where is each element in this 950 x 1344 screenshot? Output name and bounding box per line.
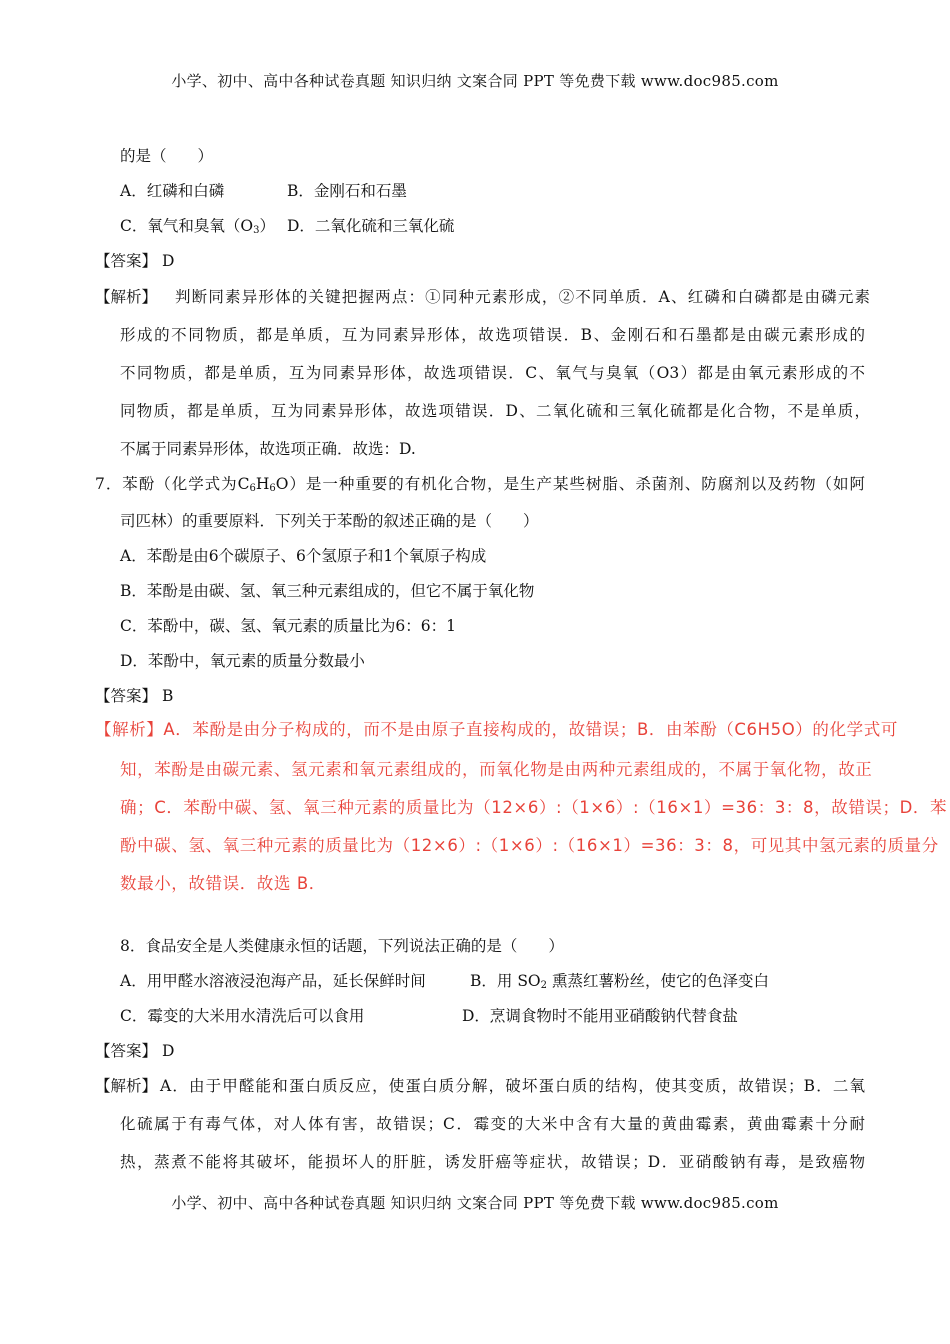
q7-stem-line2: 司匹林）的重要原料．下列关于苯酚的叙述正确的是（ ） bbox=[120, 512, 539, 530]
q8-option-d: D．烹调食物时不能用亚硝酸钠代替食盐 bbox=[462, 1007, 738, 1025]
q7-subscript: 6 bbox=[249, 483, 256, 494]
q7-analysis-line: 知，苯酚是由碳元素、氢元素和氧元素组成的，而氧化物是由两种元素组成的，不属于氧化物，故正 bbox=[120, 760, 873, 779]
q7-option-b: B．苯酚是由碳、氢、氧三种元素组成的，但它不属于氧化物 bbox=[120, 582, 535, 600]
q7-analysis-line: 酚中碳、氢、氧三种元素的质量比为（12×6）:（1×6）:（16×1）=36：3：8，可见其中氢元素的质量分 bbox=[120, 836, 939, 855]
q7-subscript: 6 bbox=[269, 483, 276, 494]
q7-analysis-line: 【解析】A．苯酚是由分子构成的，而不是由原子直接构成的，故错误；B．由苯酚（C6H5O）的化学式可 bbox=[95, 720, 898, 739]
q6-analysis-line: 不同物质，都是单质，互为同素异形体，故选项错误．C、氧气与臭氧（O3）都是由氧元素形成的不 bbox=[120, 364, 865, 382]
q7-answer bbox=[95, 686, 173, 706]
q6-option-d: D．二氧化硫和三氧化硫 bbox=[287, 217, 455, 235]
q8-stem: 8．食品安全是人类健康永恒的话题，下列说法正确的是（ ） bbox=[120, 937, 564, 955]
q7-option-d: D．苯酚中，氧元素的质量分数最小 bbox=[120, 652, 365, 670]
q8-analysis-label: 【解析】 bbox=[95, 1077, 158, 1095]
q6-option-c-close: ） bbox=[259, 217, 275, 235]
q8-option-a: A．用甲醛水溶液浸泡海产品，延长保鲜时间 bbox=[120, 972, 426, 990]
q8-analysis-line: 热，蒸煮不能将其破坏，能损坏人的肝脏，诱发肝癌等症状，故错误；D．亚硝酸钠有毒，是致癌物 bbox=[120, 1153, 865, 1171]
q6-answer-value: D bbox=[161, 252, 175, 270]
q6-option-a: A．红磷和白磷 bbox=[120, 182, 225, 200]
q7-stem-text: 7．苯酚（化学式为C bbox=[95, 475, 250, 493]
q8-answer-value: D bbox=[161, 1042, 175, 1060]
q7-option-c: C．苯酚中，碳、氢、氧元素的质量比为6：6：1 bbox=[120, 617, 456, 635]
q7-answer-label: 【答案】 bbox=[95, 687, 158, 705]
q7-analysis-line: 确；C．苯酚中碳、氢、氧三种元素的质量比为（12×6）:（1×6）:（16×1）=36：3：8，故错误；D．苯 bbox=[120, 798, 948, 817]
q6-analysis-line: 同物质，都是单质，互为同素异形体，故选项错误．D、二氧化硫和三氧化硫都是化合物，不是单质， bbox=[120, 402, 870, 420]
q8-analysis-line: 化硫属于有毒气体，对人体有害，故错误；C．霉变的大米中含有大量的黄曲霉素，黄曲霉素十分耐 bbox=[120, 1115, 865, 1133]
q6-answer-label: 【答案】 bbox=[95, 252, 158, 270]
q6-analysis-line: 形成的不同物质，都是单质，互为同素异形体，故选项错误．B、金刚石和石墨都是由碳元素形成的 bbox=[120, 326, 865, 344]
q6-stem-tail: 的是（ ） bbox=[120, 147, 214, 165]
q6-option-c-text: C．氧气和臭氧（O bbox=[120, 217, 254, 235]
q6-analysis-label: 【解析】 bbox=[95, 288, 158, 306]
q8-option-b-text: B．用 SO bbox=[470, 972, 541, 990]
q7-stem bbox=[95, 474, 865, 499]
q8-analysis-line: A．由于甲醛能和蛋白质反应，使蛋白质分解，破坏蛋白质的结构，使其变质，故错误；B．二氧 bbox=[160, 1077, 865, 1095]
q8-answer bbox=[95, 1041, 174, 1061]
q8-answer-label: 【答案】 bbox=[95, 1042, 158, 1060]
page-header: 小学、初中、高中各种试卷真题 知识归纳 文案合同 PPT 等免费下载 www.doc985.com bbox=[171, 72, 779, 90]
q6-analysis-line: 不属于同素异形体，故选项正确．故选：D. bbox=[120, 440, 416, 458]
q7-stem-text: O）是一种重要的有机化合物，是生产某些树脂、杀菌剂、防腐剂以及药物（如阿 bbox=[275, 475, 865, 493]
q6-option-c bbox=[120, 216, 275, 241]
q8-option-b-subscript: 2 bbox=[540, 980, 548, 991]
q7-stem-text: H bbox=[255, 475, 270, 493]
q8-option-c: C．霉变的大米用水清洗后可以食用 bbox=[120, 1007, 365, 1025]
q8-option-b bbox=[470, 971, 769, 996]
q6-analysis-line: 判断同素异形体的关键把握两点：①同种元素形成，②不同单质．A、红磷和白磷都是由磷元素 bbox=[175, 288, 870, 306]
q7-answer-value: B bbox=[161, 687, 174, 705]
page-footer: 小学、初中、高中各种试卷真题 知识归纳 文案合同 PPT 等免费下载 www.doc985.com bbox=[171, 1194, 779, 1212]
q8-option-b-text: 熏蒸红薯粉丝，使它的色泽变白 bbox=[547, 972, 769, 990]
q6-option-b: B．金刚石和石墨 bbox=[287, 182, 407, 200]
q6-answer bbox=[95, 251, 174, 271]
q7-analysis-line: 数最小，故错误．故选 B． bbox=[120, 874, 326, 893]
q7-option-a: A．苯酚是由6个碳原子、6个氢原子和1个氧原子构成 bbox=[120, 547, 487, 565]
q6-option-c-subscript: 3 bbox=[253, 225, 260, 236]
